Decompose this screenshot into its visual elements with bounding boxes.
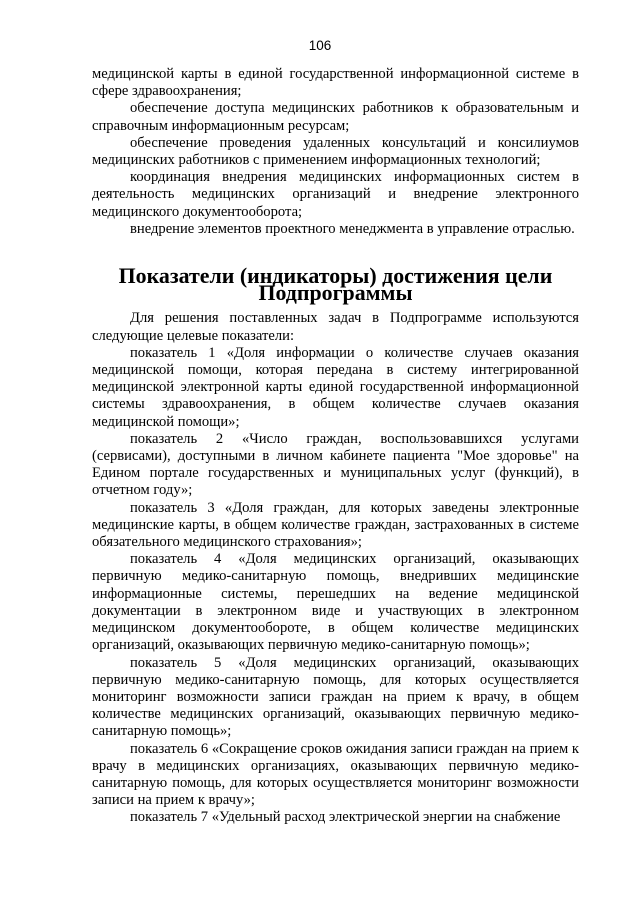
section-title: Показатели (индикаторы) достижения цели Подпрограммы bbox=[118, 263, 553, 306]
section-intro-paragraph: Для решения поставленных задач в Подпрограмме используются следующие целевые показатели: bbox=[92, 310, 579, 344]
indicator-paragraph: показатель 4 «Доля медицинских организаций, оказывающих первичную медико-санитарную помощь, внедривших медицинские информационные системы, перешедших на ведение медицинской документации в электронном виде и участвующих в электронном медицинском документообороте, в общем количестве медицинских организаций, оказывающих первичную медико-санитарную помощь»; bbox=[92, 551, 579, 654]
indicator-paragraph: показатель 2 «Число граждан, воспользовавшихся услугами (сервисами), доступными в личном кабинете пациента "Мое здоровье" на Едином портале государственных и муниципальных услуг (функций), в отчетном году»; bbox=[92, 430, 579, 499]
indicator-paragraph: показатель 5 «Доля медицинских организаций, оказывающих первичную медико-санитарную помощь, для которых осуществляется мониторинг возможности записи граждан на прием к врачу, в общем количестве медицинских организаций, оказывающих первичную медико-санитарную помощь»; bbox=[92, 654, 579, 740]
indicator-paragraph: показатель 3 «Доля граждан, для которых заведены электронные медицинские карты, в общем количестве граждан, застрахованных в системе обязательного медицинского страхования»; bbox=[92, 499, 579, 551]
intro-paragraph: внедрение элементов проектного менеджмента в управление отраслью. bbox=[130, 220, 575, 237]
indicator-paragraph: показатель 6 «Сокращение сроков ожидания записи граждан на прием к врачу в медицинских организациях, оказывающих первичную медико-санитарную помощь, для которых осуществляется мониторинг возможности записи на прием к врачу»; bbox=[92, 740, 579, 809]
intro-paragraph: координация внедрения медицинских информационных систем в деятельность медицинских организаций и внедрение электронного медицинского документооборота; bbox=[92, 169, 579, 220]
intro-paragraph: обеспечение доступа медицинских работников к образовательным и справочным информационным ресурсам; bbox=[92, 100, 579, 134]
indicator-paragraph: показатель 7 «Удельный расход электрической энергии на снабжение bbox=[130, 809, 561, 826]
intro-paragraph-continuation: медицинской карты в единой государственной информационной системе в сфере здравоохранения; bbox=[92, 66, 579, 100]
document-body bbox=[92, 66, 579, 827]
intro-paragraph: обеспечение проведения удаленных консультаций и консилиумов медицинских работников с применением информационных технологий; bbox=[92, 134, 579, 169]
indicator-paragraph: показатель 1 «Доля информации о количестве случаев оказания медицинской помощи, которая передана в систему интегрированной медицинской электронной карты единой государственной информационной системы здравоохранения, в общем количестве случаев оказания медицинской помощи»; bbox=[92, 344, 579, 430]
page-number: 106 bbox=[308, 38, 332, 53]
